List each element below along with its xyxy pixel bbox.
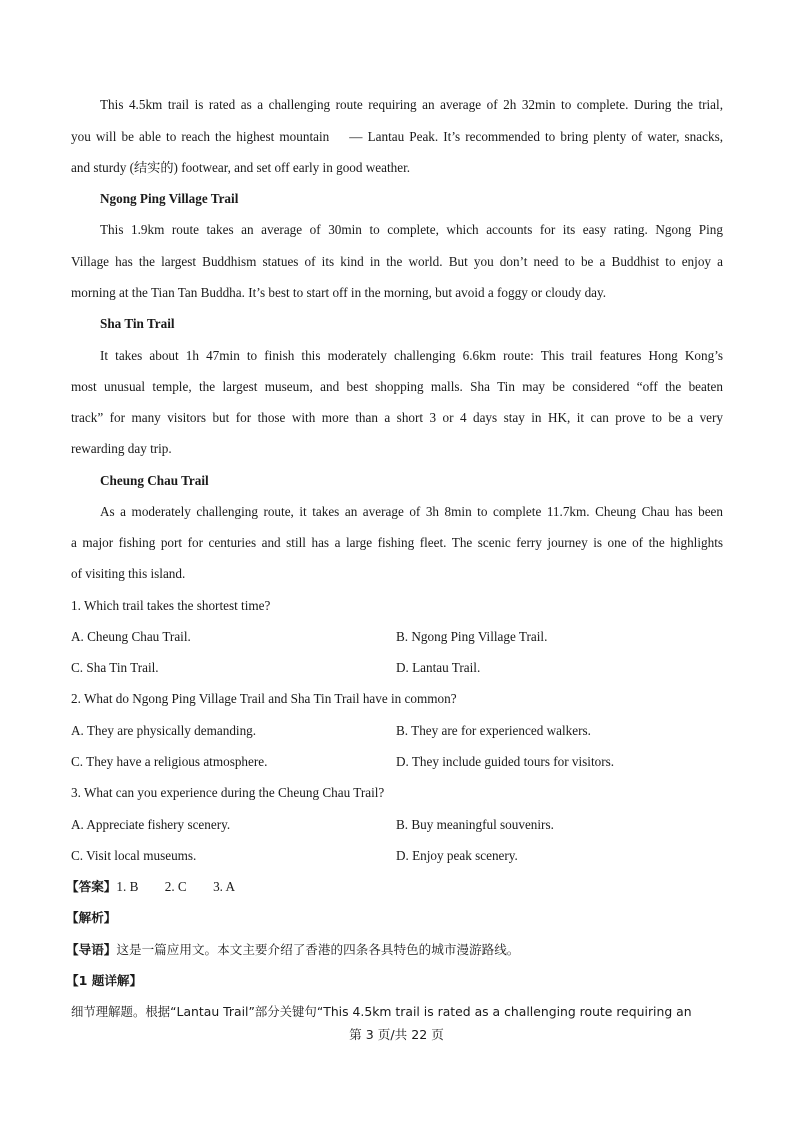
- question-1-option-c: C. Sha Tin Trail.: [71, 660, 159, 675]
- cheung-chau-paragraph-line-2: a major fishing port for centuries and still has a large fishing fleet. The scenic ferry journey is one of the highlights: [71, 535, 723, 550]
- question-3-option-b: B. Buy meaningful souvenirs.: [396, 817, 554, 832]
- answer-values: 1. B 2. C 3. A: [116, 879, 236, 894]
- answer-line: [66, 878, 718, 896]
- question-2-option-c: C. They have a religious atmosphere.: [71, 754, 268, 769]
- guide-label: 【导语】: [66, 942, 117, 957]
- sha-tin-paragraph-line-4: rewarding day trip.: [71, 441, 172, 456]
- cheung-chau-heading: Cheung Chau Trail: [100, 473, 209, 488]
- ngong-ping-paragraph-line-1: This 1.9km route takes an average of 30min to complete, which accounts for its easy rating. Ngong Ping: [100, 222, 723, 237]
- question-3-stem: 3. What can you experience during the Cheung Chau Trail?: [71, 785, 385, 800]
- question-1-option-d: D. Lantau Trail.: [396, 660, 481, 675]
- question-2-option-d: D. They include guided tours for visitors.: [396, 754, 615, 769]
- question-2-stem: 2. What do Ngong Ping Village Trail and Sha Tin Trail have in common?: [71, 691, 457, 706]
- lantau-paragraph-line-1: This 4.5km trail is rated as a challenging route requiring an average of 2h 32min to complete. During the trial,: [100, 97, 723, 112]
- question-2-option-a: A. They are physically demanding.: [71, 723, 257, 738]
- question-3-option-c: C. Visit local museums.: [71, 848, 197, 863]
- sha-tin-heading: Sha Tin Trail: [100, 316, 175, 331]
- guide-text: 这是一篇应用文。本文主要介绍了香港的四条各具特色的城市漫游路线。: [116, 942, 520, 957]
- ngong-ping-heading: Ngong Ping Village Trail: [100, 191, 239, 206]
- question-1-detail-text: 细节理解题。根据“Lantau Trail”部分关键句“This 4.5km trail is rated as a challenging route requiring an: [71, 1004, 692, 1019]
- lantau-paragraph-line-3: and sturdy (结实的) footwear, and set off early in good weather.: [71, 160, 411, 175]
- sha-tin-paragraph-line-1: It takes about 1h 47min to finish this moderately challenging 6.6km route: This trail features Hong Kong’s: [100, 348, 723, 363]
- question-1-stem: 1. Which trail takes the shortest time?: [71, 598, 271, 613]
- cheung-chau-paragraph-line-1: As a moderately challenging route, it takes an average of 3h 8min to complete 11.7km. Cheung Chau has been: [100, 504, 723, 519]
- question-1-option-a: A. Cheung Chau Trail.: [71, 629, 191, 644]
- sha-tin-paragraph-line-2: most unusual temple, the largest museum, and best shopping malls. Sha Tin may be considered “off the beaten: [71, 379, 723, 394]
- guide-line: [66, 941, 718, 959]
- answer-label: 【答案】: [66, 879, 117, 894]
- question-3-option-d: D. Enjoy peak scenery.: [396, 848, 518, 863]
- question-3-option-a: A. Appreciate fishery scenery.: [71, 817, 231, 832]
- lantau-paragraph-line-2: you will be able to reach the highest mountain — Lantau Peak. It’s recommended to bring plenty of water, snacks,: [71, 129, 723, 144]
- ngong-ping-paragraph-line-2: Village has the largest Buddhism statues of its kind in the world. But you don’t need to be a Buddhist to enjoy a: [71, 254, 723, 269]
- analysis-label: 【解析】: [66, 910, 117, 925]
- question-1-detail-label: 【1 题详解】: [66, 973, 143, 988]
- question-1-option-b: B. Ngong Ping Village Trail.: [396, 629, 548, 644]
- ngong-ping-paragraph-line-3: morning at the Tian Tan Buddha. It’s best to start off in the morning, but avoid a foggy or cloudy day.: [71, 285, 607, 300]
- sha-tin-paragraph-line-3: track” for many visitors but for those with more than a short 3 or 4 days stay in HK, it can prove to be a very: [71, 410, 723, 425]
- question-2-option-b: B. They are for experienced walkers.: [396, 723, 591, 738]
- page-number-footer: 第 3 页/共 22 页: [349, 1027, 444, 1042]
- cheung-chau-paragraph-line-3: of visiting this island.: [71, 566, 186, 581]
